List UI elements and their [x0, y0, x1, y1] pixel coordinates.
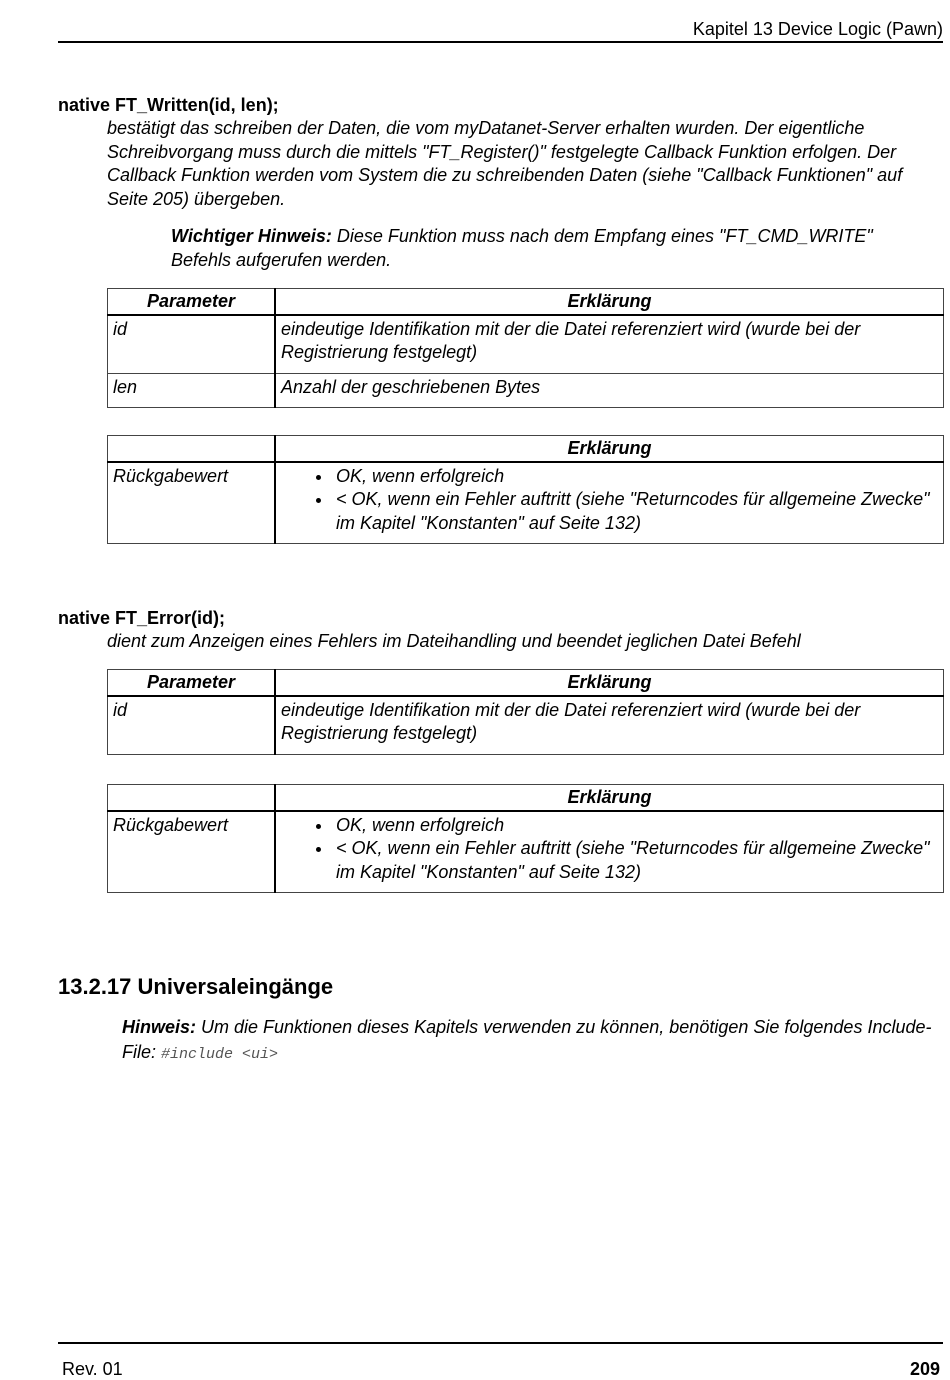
- ft-written-parameter-table: [107, 288, 944, 408]
- return-explanation: [275, 811, 944, 893]
- return-label: Rückgabewert: [108, 462, 276, 544]
- column-header-explanation: Erklärung: [275, 436, 944, 462]
- column-header-explanation: Erklärung: [275, 289, 944, 315]
- hint-label: Hinweis:: [122, 1017, 197, 1037]
- parameter-explanation: eindeutige Identifikation mit der die Datei referenziert wird (wurde bei der Registrierung festgelegt): [275, 696, 944, 755]
- table-row: [108, 462, 944, 544]
- ft-written-note: [171, 225, 931, 272]
- list-item: • < OK, wenn ein Fehler auftritt (siehe "Returncodes für allgemeine Zwecke" im Kapitel "Konstanten" auf Seite 132): [333, 488, 938, 535]
- page-number: 209: [909, 1359, 940, 1379]
- column-header-parameter: Parameter: [108, 289, 276, 315]
- header-rule: [58, 41, 943, 43]
- table-row: [108, 373, 944, 408]
- ft-written-signature: native FT_Written(id, len);: [58, 95, 279, 115]
- return-bullet-list: [281, 814, 938, 885]
- return-label: Rückgabewert: [108, 811, 276, 893]
- ft-error-parameter-table: [107, 669, 944, 755]
- table-row: [108, 811, 944, 893]
- table-row: [108, 696, 944, 755]
- note-text: Diese Funktion muss nach dem Empfang eines "FT_CMD_WRITE" Befehls aufgerufen werden.: [171, 226, 873, 270]
- column-header-explanation: Erklärung: [275, 785, 944, 811]
- ft-error-return-table: [107, 784, 944, 893]
- list-item: • OK, wenn erfolgreich: [333, 465, 938, 489]
- parameter-explanation: Anzahl der geschriebenen Bytes: [275, 373, 944, 408]
- section-heading: 13.2.17 Universaleingänge: [58, 974, 334, 999]
- parameter-explanation: eindeutige Identifikation mit der die Datei referenziert wird (wurde bei der Registrierung festgelegt): [275, 315, 944, 374]
- column-header-empty: [108, 785, 276, 811]
- column-header-explanation: Erklärung: [275, 670, 944, 696]
- list-item: • < OK, wenn ein Fehler auftritt (siehe "Returncodes für allgemeine Zwecke" im Kapitel "Konstanten" auf Seite 132): [333, 837, 938, 884]
- ft-error-description: dient zum Anzeigen eines Fehlers im Dateihandling und beendet jeglichen Datei Befehl: [107, 631, 801, 651]
- running-header: Kapitel 13 Device Logic (Pawn): [692, 19, 943, 39]
- list-item: • OK, wenn erfolgreich: [333, 814, 938, 838]
- parameter-name: id: [108, 315, 276, 374]
- return-bullet-list: [281, 465, 938, 536]
- table-row: [108, 315, 944, 374]
- parameter-name: len: [108, 373, 276, 408]
- parameter-name: id: [108, 696, 276, 755]
- footer-rule: [58, 1342, 943, 1344]
- return-explanation: [275, 462, 944, 544]
- column-header-empty: [108, 436, 276, 462]
- hint-text: Um die Funktionen dieses Kapitels verwenden zu können, benötigen Sie folgendes Include-File:: [122, 1017, 932, 1062]
- ft-error-signature: native FT_Error(id);: [58, 608, 226, 628]
- note-label: Wichtiger Hinweis:: [171, 226, 332, 246]
- column-header-parameter: Parameter: [108, 670, 276, 696]
- ft-written-return-table: [107, 435, 944, 544]
- include-code: #include <ui>: [161, 1046, 279, 1063]
- revision-label: Rev. 01: [62, 1359, 123, 1379]
- ft-written-description: bestätigt das schreiben der Daten, die vom myDatanet-Server erhalten wurden. Der eigentliche Schreibvorgang muss durch die mittels "FT_Register()" festgelegte Callback Funktion erfolgen. Der Callback Funktion werden vom System die zu schreibenden Daten (siehe "Callback Funktionen" auf Seite 205) übergeben.: [107, 118, 903, 209]
- section-hint: [122, 1015, 932, 1067]
